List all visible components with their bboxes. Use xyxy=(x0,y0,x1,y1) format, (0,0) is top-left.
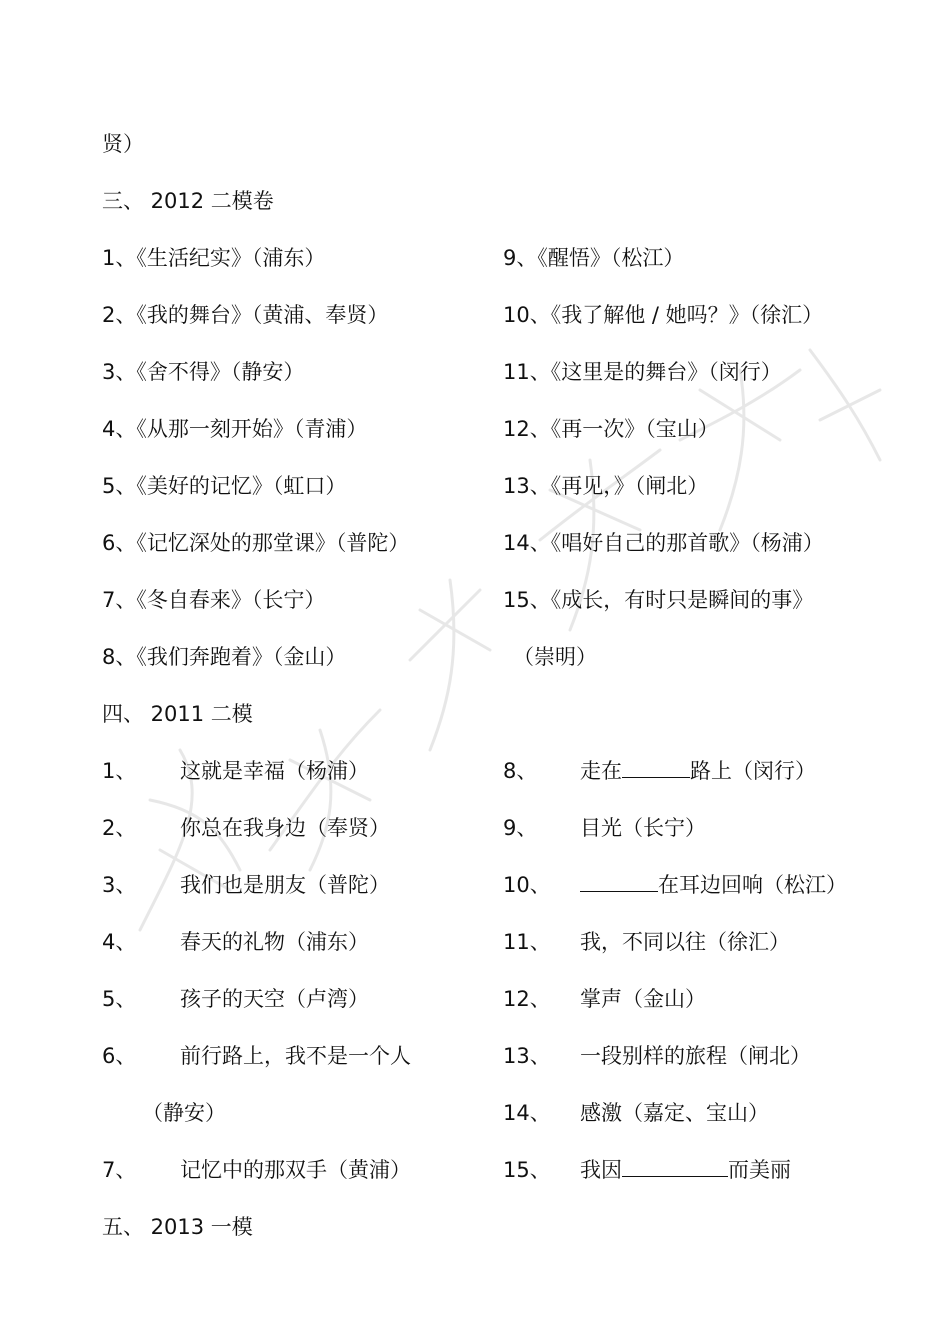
list-item: 掌声（金山） xyxy=(580,987,706,1011)
list-item xyxy=(580,1156,791,1184)
list-item: 15、《成长，有时只是瞬间的事》 xyxy=(503,588,814,612)
list-item-number: 1、 xyxy=(102,759,137,783)
list-item: 我们也是朋友（普陀） xyxy=(180,873,390,897)
list-item: 8、《我们奔跑着》（金山） xyxy=(102,645,347,669)
list-item: 11、《这里是的舞台》（闵行） xyxy=(503,360,782,384)
list-item: 7、《冬自春来》（长宁） xyxy=(102,588,326,612)
list-item: 一段别样的旅程（闸北） xyxy=(580,1044,811,1068)
fill-in-blank xyxy=(622,1156,728,1177)
fill-in-blank xyxy=(580,871,658,892)
list-item: 2、《我的舞台》（黄浦、奉贤） xyxy=(102,303,389,327)
list-item xyxy=(580,871,847,899)
list-item: 14、《唱好自己的那首歌》（杨浦） xyxy=(503,531,824,555)
list-item: 4、《从那一刻开始》（青浦） xyxy=(102,417,368,441)
list-item: 1、《生活纪实》（浦东） xyxy=(102,246,326,270)
list-item-continuation: （静安） xyxy=(142,1101,226,1125)
list-item-number: 13、 xyxy=(503,1044,551,1068)
list-item-text: 而美丽 xyxy=(728,1158,791,1182)
list-item-continuation: （崇明） xyxy=(513,645,597,669)
list-item-number: 4、 xyxy=(102,930,137,954)
list-item-number: 10、 xyxy=(503,873,551,897)
list-item: 我，不同以往（徐汇） xyxy=(580,930,790,954)
list-item: 你总在我身边（奉贤） xyxy=(180,816,390,840)
list-item: 10、《我了解他 / 她吗？》（徐汇） xyxy=(503,303,824,327)
section-heading-2012: 三、 2012 二模卷 xyxy=(102,189,274,213)
top-fragment: 贤） xyxy=(102,132,144,156)
list-item-number: 7、 xyxy=(102,1158,137,1182)
section-heading-2011: 四、 2011 二模 xyxy=(102,702,253,726)
list-item-number: 14、 xyxy=(503,1101,551,1125)
list-item: 感激（嘉定、宝山） xyxy=(580,1101,769,1125)
list-item-number: 6、 xyxy=(102,1044,137,1068)
list-item-number: 12、 xyxy=(503,987,551,1011)
list-item: 6、《记忆深处的那堂课》（普陀） xyxy=(102,531,410,555)
list-item: 目光（长宁） xyxy=(580,816,706,840)
list-item: 12、《再一次》（宝山） xyxy=(503,417,719,441)
list-item: 13、《再见，》（闸北） xyxy=(503,474,709,498)
list-item-text: 在耳边回响（松江） xyxy=(658,873,847,897)
section-heading-2013: 五、 2013 一模 xyxy=(102,1215,253,1239)
list-item-number: 3、 xyxy=(102,873,137,897)
list-item xyxy=(580,757,816,785)
list-item-number: 2、 xyxy=(102,816,137,840)
list-item: 3、《舍不得》（静安） xyxy=(102,360,305,384)
list-item: 记忆中的那双手（黄浦） xyxy=(180,1158,411,1182)
list-item-number: 15、 xyxy=(503,1158,551,1182)
list-item: 春天的礼物（浦东） xyxy=(180,930,369,954)
list-item-text: 路上（闵行） xyxy=(690,759,816,783)
list-item-number: 5、 xyxy=(102,987,137,1011)
list-item: 孩子的天空（卢湾） xyxy=(180,987,369,1011)
fill-in-blank xyxy=(622,757,690,778)
list-item-number: 11、 xyxy=(503,930,551,954)
list-item: 5、《美好的记忆》（虹口） xyxy=(102,474,347,498)
list-item: 9、《醒悟》（松江） xyxy=(503,246,685,270)
list-item-text: 我因 xyxy=(580,1158,622,1182)
list-item-number: 9、 xyxy=(503,816,538,840)
list-item: 这就是幸福（杨浦） xyxy=(180,759,369,783)
list-item-text: 走在 xyxy=(580,759,622,783)
list-item: 前行路上，我不是一个人 xyxy=(180,1044,411,1068)
list-item-number: 8、 xyxy=(503,759,538,783)
